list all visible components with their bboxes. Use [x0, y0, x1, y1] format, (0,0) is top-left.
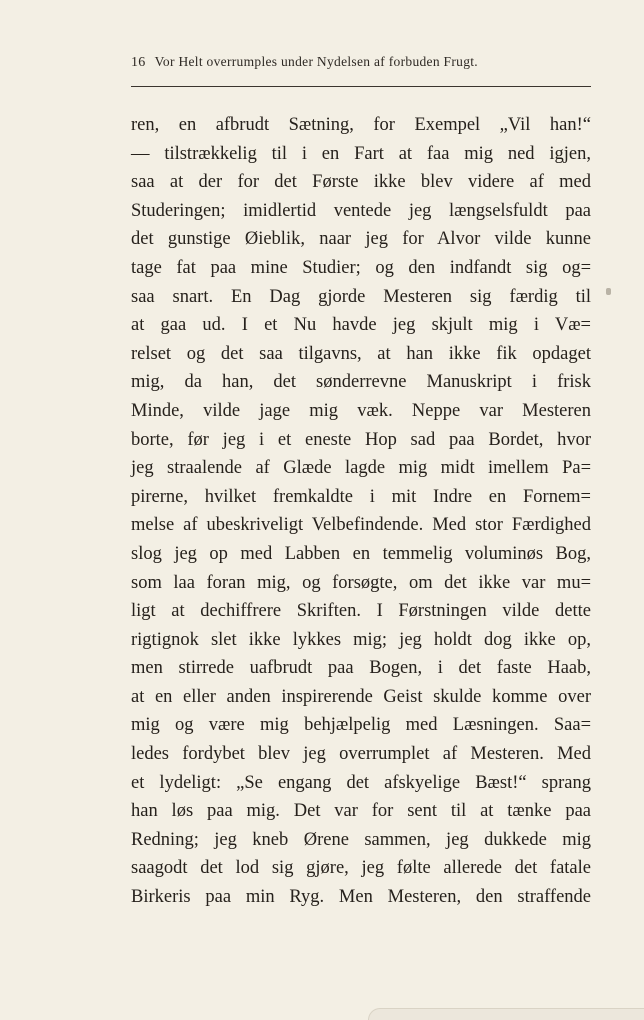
page-bottom-edge: [368, 1008, 644, 1020]
text-line: men stirrede uafbrudt paa Bogen, i det faste Haab,: [131, 658, 591, 679]
text-line: saa at der for det Første ikke blev videre af med: [131, 172, 591, 193]
text-line: mig og være mig behjælpelig med Læsningen. Saa=: [131, 715, 591, 736]
text-line: Minde, vilde jage mig væk. Neppe var Mesteren: [131, 400, 591, 421]
header-rule: [131, 86, 591, 87]
text-line: tage fat paa mine Studier; og den indfandt sig og=: [131, 257, 591, 278]
text-line: ledes fordybet blev jeg overrumplet af Mesteren. Med: [131, 744, 591, 765]
text-line: saagodt det lod sig gjøre, jeg følte allerede det fatale: [131, 858, 591, 879]
text-line: Redning; jeg kneb Ørene sammen, jeg dukkede mig: [131, 829, 591, 850]
text-line: saa snart. En Dag gjorde Mesteren sig færdig til: [131, 286, 591, 307]
text-line: som laa foran mig, og forsøgte, om det ikke var mu=: [131, 572, 591, 593]
text-line: jeg straalende af Glæde lagde mig midt imellem Pa=: [131, 458, 591, 479]
text-line: rigtignok slet ikke lykkes mig; jeg holdt dog ikke op,: [131, 629, 591, 650]
text-line: Studeringen; imidlertid ventede jeg længselsfuldt paa: [131, 200, 591, 221]
running-title: Vor Helt overrumples under Nydelsen af forbuden Frugt.: [154, 54, 478, 69]
text-line: at gaa ud. I et Nu havde jeg skjult mig i Væ=: [131, 315, 591, 336]
text-line: melse af ubeskriveligt Velbefindende. Med stor Færdighed: [131, 515, 591, 536]
text-line: han løs paa mig. Det var for sent til at tænke paa: [131, 801, 591, 822]
text-line: Birkeris paa min Ryg. Men Mesteren, den straffende: [131, 887, 591, 908]
page-number: 16: [131, 55, 146, 70]
text-line: pirerne, hvilket fremkaldte i mit Indre en Fornem=: [131, 486, 591, 507]
text-line: det gunstige Øieblik, naar jeg for Alvor vilde kunne: [131, 229, 591, 250]
text-line: relset og det saa tilgavns, at han ikke fik opdaget: [131, 343, 591, 364]
text-line: — tilstrækkelig til i en Fart at faa mig ned igjen,: [131, 143, 591, 164]
text-line: mig, da han, det sønderrevne Manuskript i frisk: [131, 372, 591, 393]
text-line: et lydeligt: „Se engang det afskyelige Bæst!“ sprang: [131, 772, 591, 793]
text-line: borte, før jeg i et eneste Hop sad paa Bordet, hvor: [131, 429, 591, 450]
text-line: ligt at dechiffrere Skriften. I Førstningen vilde dette: [131, 601, 591, 622]
text-line: at en eller anden inspirerende Geist skulde komme over: [131, 686, 591, 707]
paper-speck: [606, 288, 611, 295]
text-line: slog jeg op med Labben en temmelig voluminøs Bog,: [131, 543, 591, 564]
body-text: [131, 111, 591, 912]
running-header: [131, 54, 591, 76]
text-line: ren, en afbrudt Sætning, for Exempel „Vil han!“: [131, 115, 591, 135]
